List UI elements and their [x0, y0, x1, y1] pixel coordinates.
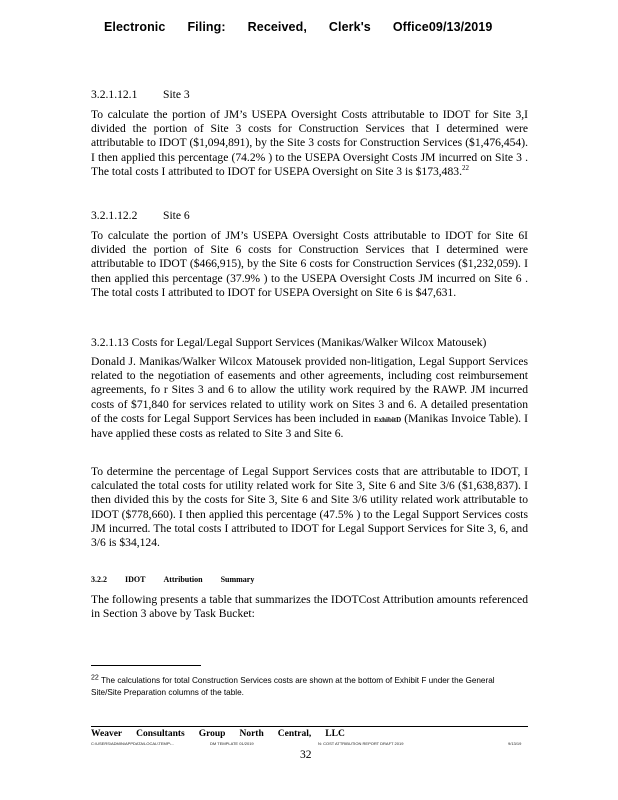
- paragraph-text: Donald J. Manikas/Walker Wilcox Matousek provided non-litigation, Legal Support Services related to the negotiation of easements and other agreements, including cost reimbursement agreements, fo r Sites 3 and 6 to allow the utility work required by the RAWP. JM incurred costs of $71,840 for services related to utility work on Sites 3 and 6. A detailed presentation of the costs for Legal Support Services has been included in: [91, 355, 528, 425]
- footer-divider: [91, 726, 528, 727]
- section-title: Site 3: [163, 88, 190, 101]
- section-title: Site 6: [163, 209, 190, 222]
- section-heading-site3: [91, 88, 190, 102]
- company-word: LLC: [325, 729, 345, 739]
- paragraph-legal-1: [91, 355, 528, 441]
- stamp-word: Filing:: [187, 20, 226, 34]
- stamp-word: Office09/13/2019: [392, 20, 493, 34]
- paragraph-text: (Manikas Invoice Table). I have applied these costs as related to Site 3 and Site 6.: [91, 411, 529, 441]
- company-word: North: [239, 729, 264, 739]
- company-word: Weaver: [91, 729, 123, 739]
- paragraph-site3: [91, 108, 528, 179]
- paragraph-text: To calculate the portion of JM’s USEPA Oversight Costs attributable to IDOT for Site 6I divided the portion of Site 6 costs for Construction Services that I determined were attributable to IDOT ($466,915), by the Site 6 costs for Construction Services ($1,232,059). I then applied this percentage (37.9% ) to the USEPA Oversight Costs JM incurred on Site 6 . The total costs I attributed to IDOT for USEPA Oversight on Site 6 is $47,631.: [91, 229, 528, 299]
- company-word: Central,: [277, 729, 312, 739]
- paragraph-summary: [91, 593, 528, 621]
- footer-path: C:\USERS\ADMIN\APPDATA\LOCAL\TEMP\...: [91, 741, 174, 746]
- paragraph-text: The following presents a table that summarizes the IDOTCost Attribution amounts referenced in Section 3 above by Task Bucket:: [91, 593, 528, 621]
- footer-date: 9/13/19: [508, 741, 522, 746]
- section-heading-summary: [91, 575, 272, 584]
- section-heading-legal: [91, 336, 486, 350]
- exhibit-label: ExhibitD: [373, 415, 402, 424]
- footnote-divider: [91, 665, 201, 666]
- footer-company: [91, 729, 345, 739]
- footer-file: N: COST ATTRIBUTION REPORT DRAFT 2019: [318, 741, 404, 746]
- filing-stamp: [104, 20, 492, 34]
- footnote-text: The calculations for total Construction Services costs are shown at the bottom of Exhibit F under the General Site/Site Preparation columns of the table.: [91, 676, 495, 697]
- section-heading-site6: [91, 209, 190, 223]
- page-number: 32: [300, 749, 312, 761]
- section-number: 3.2.1.12.2: [91, 209, 138, 222]
- stamp-word: Clerk's: [328, 20, 371, 34]
- footnote-ref: 22: [461, 163, 469, 172]
- company-word: Group: [198, 729, 226, 739]
- paragraph-legal-2: [91, 465, 528, 550]
- footnote-mark: 22: [91, 674, 99, 682]
- paragraph-text: To calculate the portion of JM’s USEPA Oversight Costs attributable to IDOT for Site 3,I divided the portion of Site 3 costs for Construction Services that I determined were attributable to IDOT ($1,094,891), by the Site 3 costs for Construction Services ($1,476,454). I then applied this percentage (74.2% ) to the USEPA Oversight Costs JM incurred on Site 3 . The total costs I attributed to IDOT for USEPA Oversight on Site 3 is $173,483.: [91, 108, 528, 178]
- paragraph-text: To determine the percentage of Legal Support Services costs that are attributable to IDOT, I calculated the total costs for utility related work for Site 3, Site 6 and Site 3/6 ($1,638,837). I then divided this by the costs for Site 3, Site 6 and Site 3/6 utility related work attributable to IDOT ($778,660). I then applied this percentage (47.5% ) to the Legal Support Services costs JM incurred. The total costs I attributed to IDOT for Legal Support Services for Site 3, 6, and 3/6 is $34,124.: [91, 465, 528, 550]
- stamp-word: Electronic: [104, 20, 166, 34]
- section-number: 3.2.1.12.1: [91, 88, 138, 101]
- paragraph-site6: [91, 229, 528, 300]
- section-title: 3.2.1.13 Costs for Legal/Legal Support Services (Manikas/Walker Wilcox Matousek): [91, 336, 487, 349]
- heading-word: Attribution: [163, 575, 203, 584]
- footnote: [91, 675, 521, 698]
- stamp-word: Received,: [247, 20, 307, 34]
- footer-template: DM TEMPLATE 01/2019: [210, 741, 254, 746]
- heading-word: IDOT: [125, 575, 146, 584]
- company-word: Consultants: [136, 729, 185, 739]
- heading-word: Summary: [220, 575, 255, 584]
- section-number: 3.2.2: [91, 575, 107, 584]
